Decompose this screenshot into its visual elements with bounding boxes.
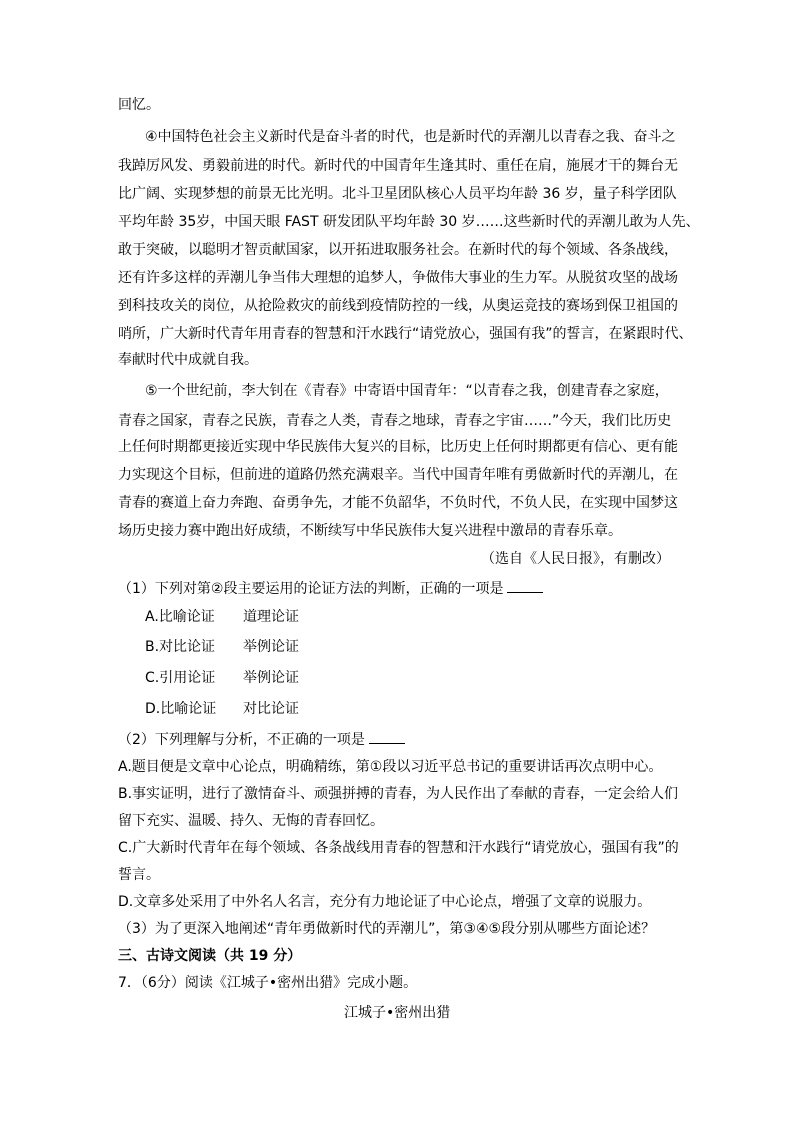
- q2-option-d: D.文章多处采用了中外名人名言，充分有力地论证了中心论点，增强了文章的说服力。: [118, 894, 652, 910]
- para4-line-3: 比广阔、实现梦想的前景无比光明。北斗卫星团队核心人员平均年龄 36 岁，量子科学团队: [118, 186, 677, 202]
- para5-line-1: ⑤一个世纪前，李大钊在《青春》中寄语中国青年：“以青春之我，创建青春之家庭，: [145, 383, 669, 399]
- para4-line-9: 奉献时代中成就自我。: [118, 352, 258, 368]
- para4-line-7: 到科技攻关的岗位，从抢险救灾的前线到疫情防控的一线，从奥运竞技的赛场到保卫祖国的: [118, 298, 678, 314]
- para4-line-2: 我踔厉风发、勇毅前进的时代。新时代的中国青年生逢其时、重任在肩，施展才干的舞台无: [118, 158, 678, 174]
- q2-option-c: C.广大新时代青年在每个领域、各条战线用青春的智慧和汗水践行“请党放心，强国有我”的: [118, 840, 679, 856]
- para4-line-8: 哨所，广大新时代青年用青春的智慧和汗水践行“请党放心，强国有我”的誓言，在紧跟时代、: [118, 326, 693, 342]
- q2-option-c-cont: 誓言。: [118, 867, 160, 883]
- question-7: 7．（6分）阅读《江城子•密州出猎》完成小题。: [118, 975, 418, 991]
- q1-option-b-second: 举例论证: [243, 639, 299, 655]
- para5-line-6: 场历史接力赛中跑出好成绩，不断续写中华民族伟大复兴进程中激昂的青春乐章。: [118, 523, 622, 539]
- question-2-stem: [118, 729, 405, 750]
- section-heading: 三、古诗文阅读（共 19 分）: [118, 948, 302, 964]
- para3-end: 回忆。: [118, 97, 160, 113]
- source-attribution: （选自《人民日报》，有删改）: [481, 551, 670, 567]
- para4-line-1: ④中国特色社会主义新时代是奋斗者的时代，也是新时代的弄潮儿以青春之我、奋斗之: [145, 129, 676, 145]
- question-1-text: （1）下列对第②段主要运用的论证方法的判断，正确的一项是: [118, 581, 504, 597]
- para5-line-4: 力实现这个目标，但前进的道路仍然充满艰辛。当代中国青年唯有勇做新时代的弄潮儿，在: [118, 467, 678, 483]
- q2-option-b: B.事实证明，进行了激情奋斗、顽强拼搏的青春，为人民作出了奉献的青春，一定会给人们: [118, 786, 679, 802]
- question-2-text: （2）下列理解与分析，不正确的一项是: [118, 732, 365, 748]
- para5-line-3: 上任何时期都更接近实现中华民族伟大复兴的目标，比历史上任何时期都更有信心、更有能: [118, 439, 678, 455]
- poem-title: 江城子•密州出猎: [344, 1005, 451, 1021]
- q1-option-c: C.引用论证: [145, 670, 216, 686]
- q1-option-a: A.比喻论证: [145, 609, 215, 625]
- q1-option-a-second: 道理论证: [243, 609, 299, 625]
- para5-line-5: 青春的赛道上奋力奔跑、奋勇争先，才能不负韶华，不负时代，不负人民，在实现中国梦这: [118, 495, 678, 511]
- para4-line-4: 平均年龄 35岁，中国天眼 FAST 研发团队平均年龄 30 岁……这些新时代的弄潮儿敢为人先、: [118, 214, 700, 230]
- q1-option-d: D.比喻论证: [145, 701, 217, 717]
- q2-option-b-cont: 留下充实、温暖、持久、无悔的青春回忆。: [118, 813, 384, 829]
- answer-blank[interactable]: [507, 578, 543, 593]
- answer-blank[interactable]: [369, 729, 405, 744]
- q2-option-a: A.题目便是文章中心论点，明确精练，第①段以习近平总书记的重要讲话再次点明中心。: [118, 759, 663, 775]
- q1-option-b: B.对比论证: [145, 639, 216, 655]
- q1-option-c-second: 举例论证: [243, 670, 299, 686]
- para4-line-5: 敢于突破，以聪明才智贡献国家，以开拓进取服务社会。在新时代的每个领域、各条战线，: [118, 242, 678, 258]
- para5-line-2: 青春之国家，青春之民族，青春之人类，青春之地球，青春之宇宙……”今天，我们比历史: [118, 413, 672, 429]
- q1-option-d-second: 对比论证: [243, 701, 299, 717]
- question-3: （3）为了更深入地阐述“青年勇做新时代的弄潮儿”，第③④⑤段分别从哪些方面论述？: [118, 921, 656, 937]
- question-1-stem: [118, 578, 543, 599]
- para4-line-6: 还有许多这样的弄潮儿争当伟大理想的追梦人，争做伟大事业的生力军。从脱贫攻坚的战场: [118, 270, 678, 286]
